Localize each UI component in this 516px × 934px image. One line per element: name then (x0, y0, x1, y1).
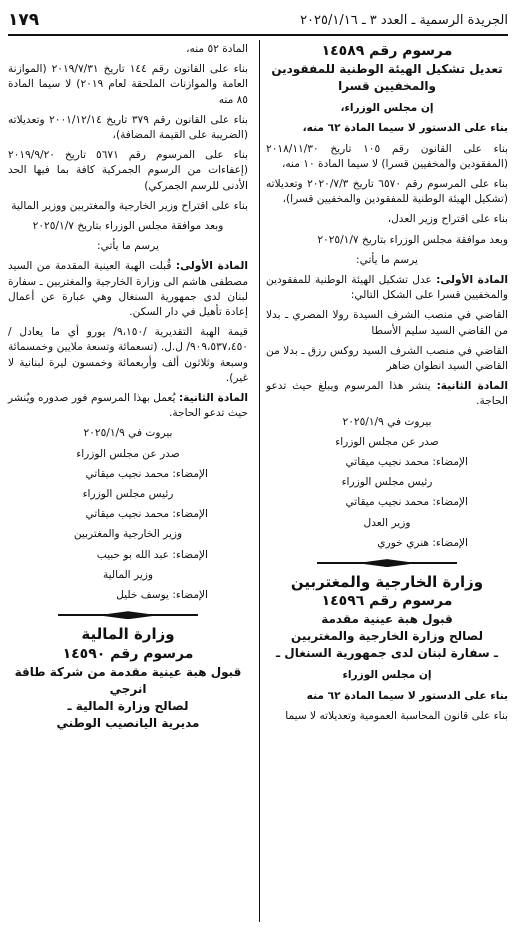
header-rule (8, 34, 508, 36)
decree-subject-line: لصالح وزارة المالية ـ (67, 698, 189, 713)
date-line: بيروت في ٢٠٢٥/١/٩ (342, 415, 432, 428)
basis: وبعد موافقة مجلس الوزراء بتاريخ ٢٠٢٥/١/٧ (317, 233, 508, 246)
column-divider (259, 40, 260, 922)
finance-title: وزير المالية (102, 568, 154, 581)
justice-minister: وزير العدل (363, 516, 411, 529)
pm-title: رئيس مجلس الوزراء (341, 476, 433, 489)
ministry-heading: وزارة المالية (81, 625, 175, 644)
decree-subject-line: ـ سفارة لبنان لدى جمهورية السنغال ـ (276, 646, 498, 661)
decree-subject-line: لصالح وزارة الخارجية والمغتربين (291, 629, 483, 644)
date-line: بيروت في ٢٠٢٥/١/٩ (83, 427, 173, 440)
article-1 (266, 273, 508, 303)
basis: بناء على القانون رقم ١٤٤ تاريخ ٢٠١٩/٧/٣١ (الموازنة العامة والموازنات الملحقة لعام ٢٠١٩) لا سيما المادة ٨٥ منه (8, 63, 249, 106)
decree-subject-line: مديرية اليانصيب الوطني (56, 715, 200, 730)
basis: بناء على المرسوم رقم ٦٥٧٠ تاريخ ٢٠٢٠/٧/٣ وتعديلاته (تشكيل الهيئة الوطنية للمفقودين والمخفيين قسرا)، (266, 178, 508, 206)
decree-title: مرسوم رقم ١٤٥٩٠ (62, 645, 194, 662)
basis: بناء على اقتراح وزير الخارجية والمغتربين ووزير المالية (11, 199, 248, 212)
fm-title: وزير الخارجية والمغتربين (73, 528, 183, 541)
decrees-label: يرسم ما يأتي: (356, 253, 418, 266)
article-label: المادة الثانية: (178, 392, 248, 405)
article-2 (266, 379, 508, 409)
council: إن مجلس الوزراء، (340, 102, 434, 115)
basis: بناء على اقتراح وزير العدل، (387, 213, 508, 226)
article-1 (8, 259, 248, 320)
section-divider (58, 611, 198, 619)
signature: الإمضاء: محمد نجيب ميقاتي (85, 508, 208, 521)
decree-subject: تعديل تشكيل الهيئة الوطنية للمفقودين والمخفيين قسرا (271, 62, 503, 94)
signature: الإمضاء: هنري خوري (377, 536, 468, 549)
decree-subject-line: قبول هبة عينية مقدمة من شركة طاقة انرجي (14, 664, 242, 696)
article-label: المادة الأولى: (175, 260, 248, 273)
signature: الإمضاء: يوسف خليل (116, 589, 208, 602)
pm-title: رئيس مجلس الوزراء (82, 488, 174, 501)
decree-title: مرسوم رقم ١٤٥٩٦ (321, 593, 453, 610)
basis: وبعد موافقة مجلس الوزراء بتاريخ ٢٠٢٥/١/٧ (32, 220, 224, 233)
issued-by: صدر عن مجلس الوزراء (335, 435, 439, 448)
issued-by: صدر عن مجلس الوزراء (76, 447, 180, 460)
article-item: القاضي في منصب الشرف السيدة رولا المصري ـ بدلا من القاضي السيد سليم الأسطا (266, 309, 508, 337)
article-text: عدل تشكيل الهيئة الوطنية للمفقودين والمخفيين قسرا على الشكل التالي: (266, 274, 508, 302)
basis: بناء على القانون رقم ٣٧٩ تاريخ ٢٠٠١/١٢/١٤ وتعديلاته (الضريبة على القيمة المضافة)، (8, 113, 248, 142)
continuation: المادة ٥٢ منه، (186, 43, 248, 55)
decrees-label: يرسم ما يأتي: (97, 240, 159, 253)
signature: الإمضاء: محمد نجيب ميقاتي (345, 456, 468, 469)
signature: الإمضاء: محمد نجيب ميقاتي (345, 496, 468, 509)
article-text: ينشر هذا المرسوم ويبلغ حيث تدعو الحاجة. (266, 380, 508, 408)
basis: بناء على المرسوم رقم ٥٦٧١ تاريخ ٢٠١٩/٩/٢٠ (إعفاءات من الرسوم الجمركية كافة بما فيها الحد الأدنى للرسم الجمركي) (8, 149, 248, 192)
journal-title: الجريدة الرسمية ـ العدد ٣ ـ ٢٠٢٥/١/١٦ (300, 12, 508, 28)
article-text: قُبلت الهبة العينية المقدمة من السيد مصطفى هاشم الى وزارة الخارجية والمغتربين ـ سفارة لبنان لدى جمهورية السنغال وهي عبارة عن أعمال إعادة تأهيل في دار السكن. (8, 260, 248, 319)
article-label: المادة الثانية: (436, 380, 508, 393)
ministry-heading: وزارة الخارجية والمغتربين (290, 573, 484, 592)
decree-title: مرسوم رقم ١٤٥٨٩ (321, 43, 453, 59)
article-text: يُعمل بهذا المرسوم فور صدوره ويُنشر حيث تدعو الحاجة. (8, 392, 248, 420)
signature: الإمضاء: محمد نجيب ميقاتي (85, 467, 208, 480)
right-column (266, 42, 508, 729)
section-divider (317, 559, 457, 567)
page-number: ١٧٩ (8, 10, 40, 30)
article-2 (8, 391, 248, 421)
council: إن مجلس الوزراء (342, 669, 432, 682)
article-label: المادة الأولى: (436, 274, 509, 287)
gift-value: قيمة الهبة التقديرية /٩،١٥٠/ يورو أي ما يعادل /٩٠٩،٥٣٧،٤٥٠/ ل.ل. (تسعمائة وتسعة ملايين وخمسمائة وسبعة وثلاثون ألف وأربعمائة وخمسون ليرة لبنانية لا غير). (8, 326, 248, 384)
left-column (8, 42, 248, 732)
basis: بناء على الدستور لا سيما المادة ٦٢ منه (306, 689, 508, 702)
article-item: القاضي في منصب الشرف السيد روكس رزق ـ بدلا من القاضي السيد انطوان ضاهر (266, 344, 508, 373)
signature: الإمضاء: عبد الله بو حبيب (96, 548, 208, 561)
decree-subject-line: قبول هبة عينية مقدمة (321, 612, 453, 627)
basis: بناء على القانون رقم ١٠٥ تاريخ ٢٠١٨/١١/٣٠ (المفقودين والمخفيين قسرا) لا سيما المادة ١٠ منه، (266, 142, 508, 170)
basis: بناء على الدستور لا سيما المادة ٦٢ منه، (302, 122, 508, 135)
basis: بناء على قانون المحاسبة العمومية وتعديلاته لا سيما (285, 709, 508, 722)
page-header (8, 6, 508, 34)
